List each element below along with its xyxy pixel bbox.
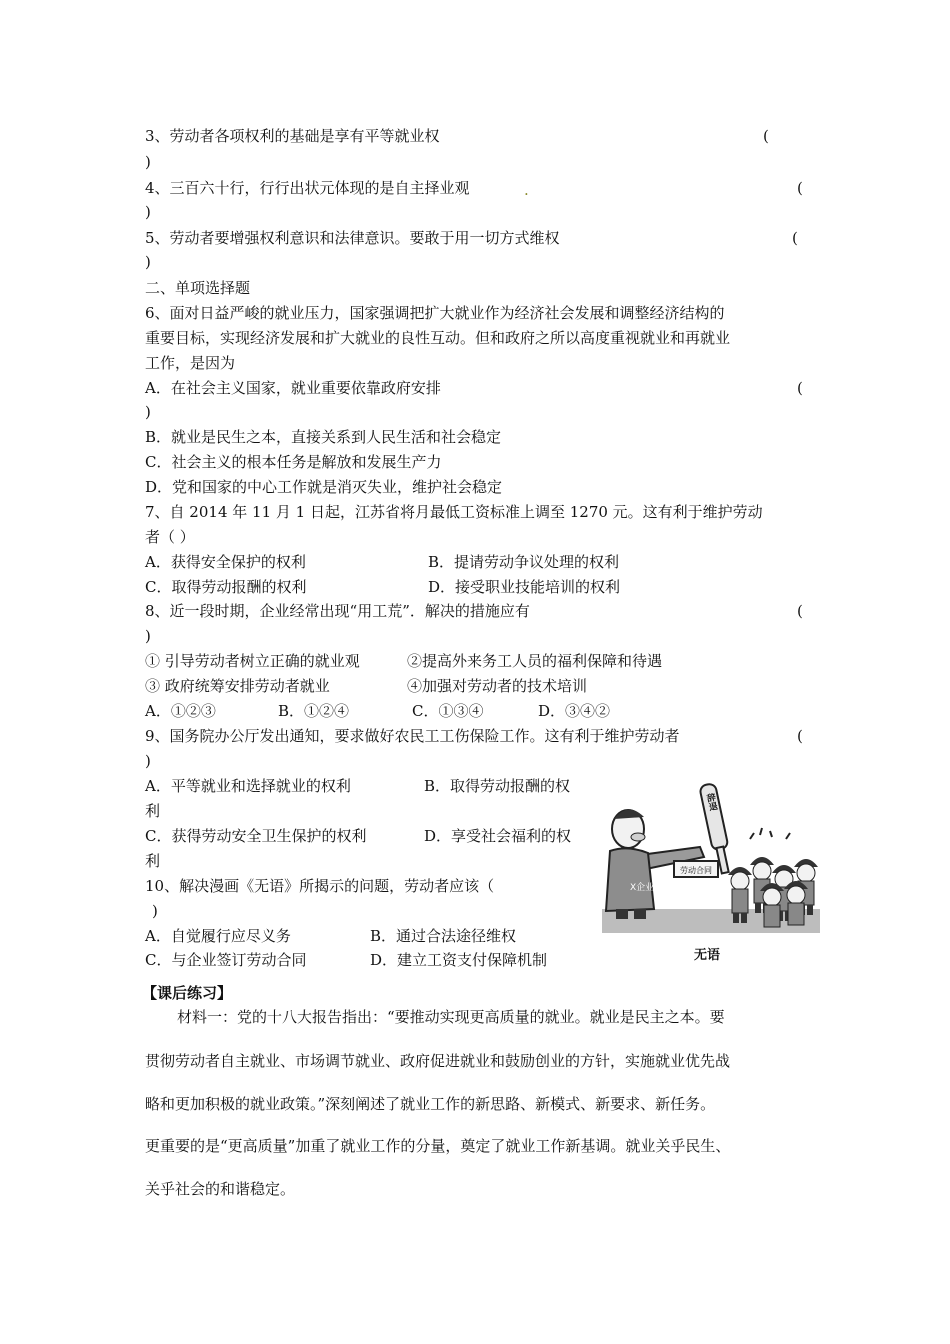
q7-option-b: B．提请劳动争议处理的权利 [428, 553, 620, 571]
statement-5: 5、劳动者要增强权利意识和法律意识。要敢于用一切方式维权 [145, 229, 560, 247]
q10-option-c: C．与企业签订劳动合同 [145, 951, 307, 969]
q7-line-1: 7、自 2014 年 11 月 1 日起，江苏省将月最低工资标准上调至 1270 元。这有利于维护劳动 [145, 503, 763, 521]
q6-line-1: 6、面对日益严峻的就业压力，国家强调把扩大就业作为经济社会发展和调整经济结构的 [145, 304, 725, 322]
q8-line: 8、近一段时期，企业经常出现“用工荒”．解决的措施应有 [145, 602, 530, 620]
material-line-5: 关乎社会的和谐稳定。 [145, 1180, 296, 1198]
answer-paren-close: ) [145, 153, 151, 171]
answer-paren-close: ) [145, 253, 151, 271]
q8-item-3: ③ 政府统筹安排劳动者就业 [145, 677, 330, 695]
answer-paren-close: ) [152, 902, 158, 920]
box-label: 劳动合同 [680, 866, 712, 875]
q9-line: 9、国务院办公厅发出通知，要求做好农民工工伤保险工作。这有利于维护劳动者 [145, 727, 680, 745]
comic-illustration [600, 777, 822, 965]
q6-option-c: C．社会主义的根本任务是解放和发展生产力 [145, 453, 442, 471]
answer-paren-close: ) [145, 627, 151, 645]
q8-option-c: C．①③④ [412, 702, 484, 720]
boss-body [606, 848, 654, 911]
q10-option-d: D．建立工资支付保障机制 [370, 951, 548, 969]
q6-option-a: A．在社会主义国家，就业重要依靠政府安排 [145, 379, 441, 397]
answer-paren-open: ( [763, 127, 769, 145]
q10-option-b: B．通过合法途径维权 [370, 927, 517, 945]
boss-leg-right [634, 909, 646, 919]
q8-option-b: B．①②④ [278, 702, 350, 720]
answer-paren-close: ) [145, 203, 151, 221]
q10-option-a: A．自觉履行应尽义务 [145, 927, 291, 945]
section-title: 二、单项选择题 [145, 279, 251, 297]
answer-paren-open: ( [797, 379, 803, 397]
q7-option-c: C．取得劳动报酬的权利 [145, 578, 307, 596]
statement-3: 3、劳动者各项权利的基础是享有平等就业权 [145, 127, 440, 145]
q8-option-d: D．③④② [538, 702, 611, 720]
q6-line-3: 工作，是因为 [145, 354, 236, 372]
q10-line: 10、解决漫画《无语》所揭示的问题，劳动者应该（ [145, 877, 495, 895]
q7-line-2: 者（ ） [145, 528, 195, 546]
q9-option-c: C．获得劳动安全卫生保护的权利 [145, 827, 367, 845]
q9-option-a: A．平等就业和选择就业的权利 [145, 777, 351, 795]
worker-figure [784, 881, 808, 925]
q9-option-b: B．取得劳动报酬的权 [424, 777, 571, 795]
q8-option-a: A．①②③ [145, 702, 216, 720]
boss-label: X企业 [630, 883, 655, 893]
q9-option-d: D．享受社会福利的权 [424, 827, 572, 845]
material-line-3: 略和更加积极的就业政策。”深刻阐述了就业工作的新思路、新模式、新要求、新任务。 [145, 1095, 716, 1113]
worker-figure [760, 883, 784, 927]
material-line-2: 贯彻劳动者自主就业、市场调节就业、政府促进就业和鼓励创业的方针，实施就业优先战 [145, 1052, 731, 1070]
q8-item-4: ④加强对劳动者的技术培训 [407, 677, 588, 695]
q6-option-d: D．党和国家的中心工作就是消灭失业，维护社会稳定 [145, 478, 503, 496]
material-line-1: 材料一：党的十八大报告指出：“要推动实现更高质量的就业。就业是民主之本。要 [177, 1008, 725, 1026]
answer-paren-open: ( [797, 179, 803, 197]
q9-option-d-cont: 利 [145, 852, 161, 870]
material-line-4: 更重要的是“更高质量”加重了就业工作的分量，奠定了就业工作新基调。就业关乎民生、 [145, 1137, 731, 1155]
q7-option-a: A．获得安全保护的权利 [145, 553, 306, 571]
workers-group [728, 828, 818, 927]
answer-paren-open: ( [797, 727, 803, 745]
sweat-marks [750, 828, 790, 839]
comic-caption: 无语 [694, 948, 721, 963]
answer-paren-close: ) [145, 752, 151, 770]
stray-dot: . [524, 181, 529, 199]
q8-item-2: ②提高外来务工人员的福利保障和待遇 [407, 652, 663, 670]
answer-paren-open: ( [797, 602, 803, 620]
q6-line-2: 重要目标，实现经济发展和扩大就业的良性互动。但和政府之所以高度重视就业和再就业 [145, 329, 731, 347]
q7-option-d: D．接受职业技能培训的权利 [428, 578, 621, 596]
boss-leg-left [616, 909, 628, 919]
boss-mouth [631, 833, 645, 841]
after-class-title: 【课后练习】 [142, 984, 233, 1002]
answer-paren-open: ( [792, 229, 798, 247]
answer-paren-close: ) [145, 403, 151, 421]
q8-item-1: ① 引导劳动者树立正确的就业观 [145, 652, 360, 670]
q9-option-b-cont: 利 [145, 802, 161, 820]
statement-4: 4、三百六十行，行行出状元体现的是自主择业观 [145, 179, 470, 197]
q6-option-b: B．就业是民生之本，直接关系到人民生活和社会稳定 [145, 428, 502, 446]
bat-label: 辞退 [703, 792, 718, 813]
